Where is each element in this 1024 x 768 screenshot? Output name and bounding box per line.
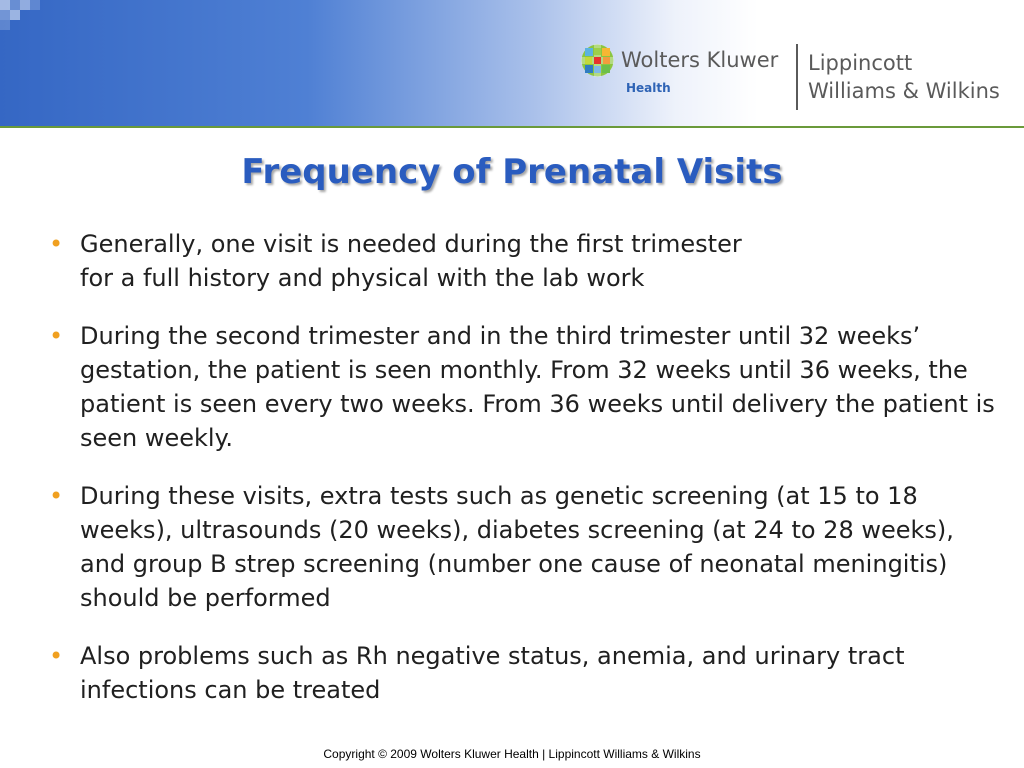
imprint-name [808, 49, 1000, 105]
wolters-kluwer-logo-icon [581, 44, 614, 77]
copyright-footer: Copyright © 2009 Wolters Kluwer Health | Lippincott Williams & Wilkins [323, 747, 701, 761]
bullet-item [46, 227, 996, 295]
bullet-text: During these visits, extra tests such as genetic screening (at 15 to 18 weeks), ultrasounds (20 weeks), diabetes screening (at 24 to 28 weeks), and group B strep screening (number one cause of neonatal meningitis) should be performed [80, 482, 954, 612]
bullet-text: Also problems such as Rh negative status, anemia, and urinary tract infections can be treated [80, 642, 905, 704]
imprint-line-2: Williams & Wilkins [808, 79, 1000, 103]
bullet-icon: • [49, 230, 64, 258]
slide-title: Frequency of Prenatal Visits [241, 152, 783, 192]
bullet-item [46, 639, 996, 707]
bullet-icon: • [49, 642, 64, 670]
bullet-text-line: for a full history and physical with the lab work [80, 264, 645, 292]
imprint-line-1: Lippincott [808, 51, 913, 75]
company-name: Wolters Kluwer [621, 48, 779, 72]
banner-divider [0, 126, 1024, 128]
bullet-item [46, 319, 996, 455]
bullet-text: During the second trimester and in the third trimester until 32 weeks’ gestation, the patient is seen monthly. From 32 weeks until 36 weeks, the patient is seen every two weeks. From 36 weeks until delivery the patient is seen weekly. [80, 322, 995, 452]
bullet-list [46, 227, 996, 731]
bullet-item [46, 479, 996, 615]
bullet-icon: • [49, 482, 64, 510]
bullet-text-line: Generally, one visit is needed during the first trimester [80, 230, 742, 258]
logo-divider [796, 44, 798, 110]
bullet-icon: • [49, 322, 64, 350]
division-name: Health [626, 81, 671, 95]
publisher-logo [578, 40, 1018, 115]
